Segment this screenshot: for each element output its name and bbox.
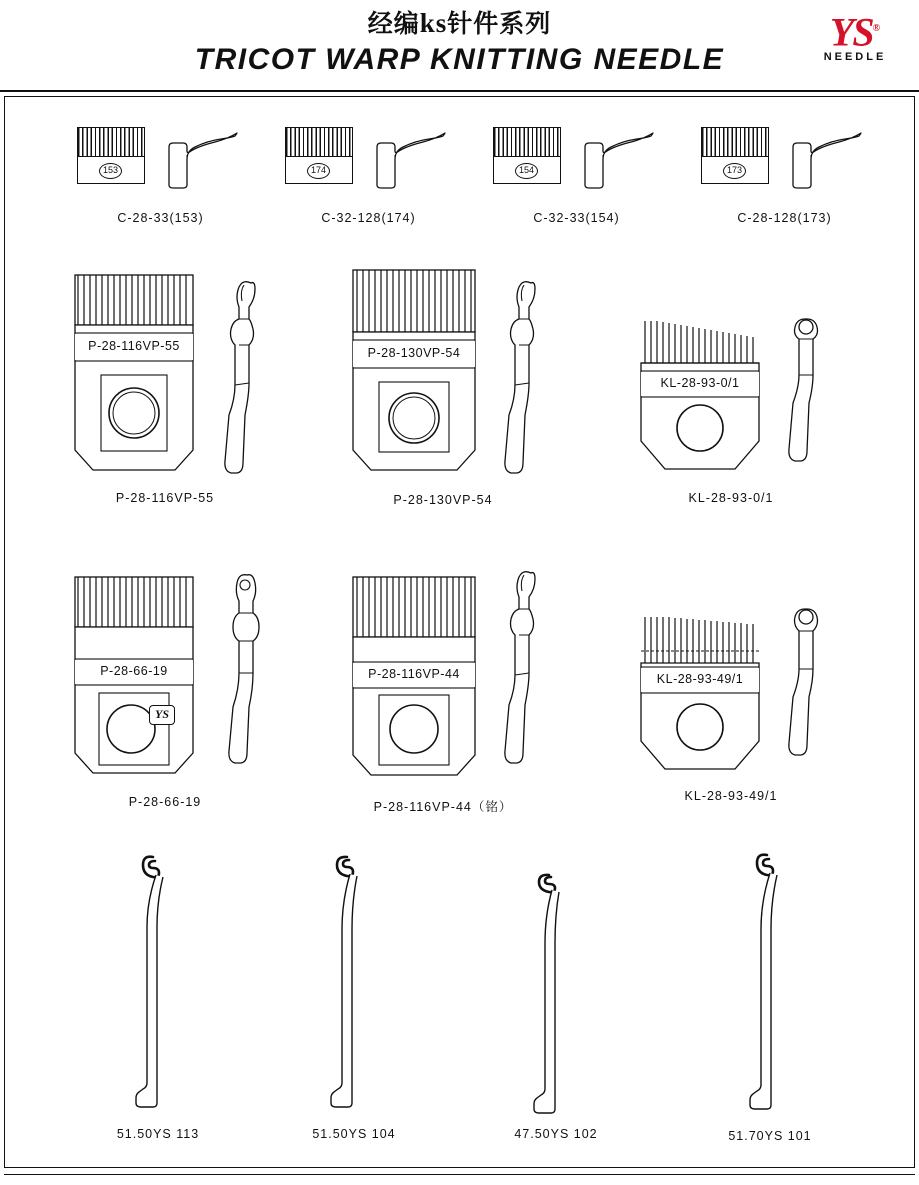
plate-unit — [631, 313, 774, 505]
footer-divider — [4, 1174, 915, 1175]
logo-subtitle: NEEDLE — [823, 51, 887, 64]
needle-unit — [281, 127, 456, 225]
logo-mark-text: YS — [829, 9, 873, 55]
comb-teeth-icon — [493, 127, 561, 156]
long-needle-drawing — [735, 847, 805, 1115]
needle-hook-icon — [495, 565, 565, 775]
long-needle-unit — [514, 867, 598, 1141]
row-small-needles — [5, 127, 916, 247]
long-needle-unit — [312, 849, 396, 1141]
plate-drawing — [631, 313, 771, 488]
long-needle-drawing — [521, 867, 591, 1117]
plate-caption: P-28-116VP-55 — [115, 491, 215, 505]
comb-teeth-icon — [285, 127, 353, 156]
long-needle-drawing — [123, 849, 193, 1114]
registered-trademark-icon: ® — [872, 23, 881, 34]
needle-unit — [489, 127, 664, 225]
needle-caption: C-32-33(154) — [533, 211, 620, 225]
comb-teeth-icon — [77, 127, 145, 156]
plate-unit — [343, 260, 493, 507]
long-needle-drawing — [319, 849, 389, 1114]
needle-number-badge: 174 — [307, 163, 330, 179]
needle-hook-icon — [217, 565, 287, 775]
needle-hook-icon — [369, 129, 449, 191]
header-title-cn-right: 针件系列 — [447, 9, 552, 38]
catalog-frame — [4, 96, 915, 1168]
long-needle-caption: 51.50YS 104 — [312, 1127, 396, 1141]
needle-hook-icon — [779, 283, 839, 483]
brand-logo — [809, 6, 901, 80]
page-header — [0, 0, 919, 92]
plate-drawing — [631, 609, 771, 789]
comb-teeth-icon — [701, 127, 769, 156]
row-long-needles — [5, 849, 916, 1149]
needle-caption: C-28-128(173) — [737, 211, 832, 225]
header-title-cn-ks: ks — [419, 8, 448, 38]
header-title-cn-left: 经编 — [367, 9, 420, 38]
plate-part-number: KL-28-93-0/1 — [641, 372, 759, 396]
plate-unit — [65, 265, 215, 505]
plate-part-number: P-28-116VP-44 — [353, 663, 475, 687]
plate-caption: KL-28-93-0/1 — [688, 491, 774, 505]
plate-unit — [631, 609, 778, 803]
long-needle-unit — [728, 847, 812, 1143]
needle-caption: C-32-128(174) — [321, 211, 416, 225]
plate-drawing — [65, 265, 205, 480]
needle-hook-icon — [577, 129, 657, 191]
plate-drawing — [343, 260, 488, 485]
plate-part-number: P-28-130VP-54 — [353, 341, 475, 367]
plate-caption: P-28-116VP-44（铭） — [373, 800, 513, 814]
needle-hook-icon — [215, 275, 285, 485]
logo-mark-icon — [809, 6, 901, 55]
needle-hook-icon — [161, 129, 241, 191]
row-large-plates-2 — [5, 567, 916, 827]
needle-drawing — [73, 127, 248, 199]
ys-brand-badge: YS — [149, 705, 175, 725]
plate-caption: P-28-66-19 — [128, 795, 202, 809]
plate-unit — [65, 567, 205, 809]
needle-caption: C-28-33(153) — [117, 211, 204, 225]
long-needle-caption: 51.70YS 101 — [728, 1129, 812, 1143]
needle-hook-icon — [495, 275, 565, 485]
plate-part-number: P-28-116VP-55 — [75, 334, 193, 360]
long-needle-unit — [116, 849, 200, 1141]
needle-drawing — [697, 127, 872, 199]
long-needle-caption: 51.50YS 113 — [116, 1127, 200, 1141]
plate-unit — [343, 567, 513, 814]
needle-unit — [73, 127, 248, 225]
needle-drawing — [281, 127, 456, 199]
plate-caption: P-28-130VP-54 — [393, 493, 493, 507]
needle-number-badge: 153 — [99, 163, 122, 179]
needle-drawing — [489, 127, 664, 199]
page-title: TRICOT WARP KNITTING NEEDLE — [194, 42, 725, 76]
plate-caption: KL-28-93-49/1 — [684, 789, 778, 803]
plate-part-number: P-28-66-19 — [75, 660, 193, 684]
needle-hook-icon — [779, 573, 839, 783]
needle-number-badge: 154 — [515, 163, 538, 179]
plate-part-number: KL-28-93-49/1 — [641, 668, 759, 692]
needle-hook-icon — [785, 129, 865, 191]
needle-unit — [697, 127, 872, 225]
row-large-plates-1 — [5, 265, 916, 525]
needle-number-badge: 173 — [723, 163, 746, 179]
header-title-chinese — [0, 0, 919, 39]
long-needle-caption: 47.50YS 102 — [514, 1127, 598, 1141]
